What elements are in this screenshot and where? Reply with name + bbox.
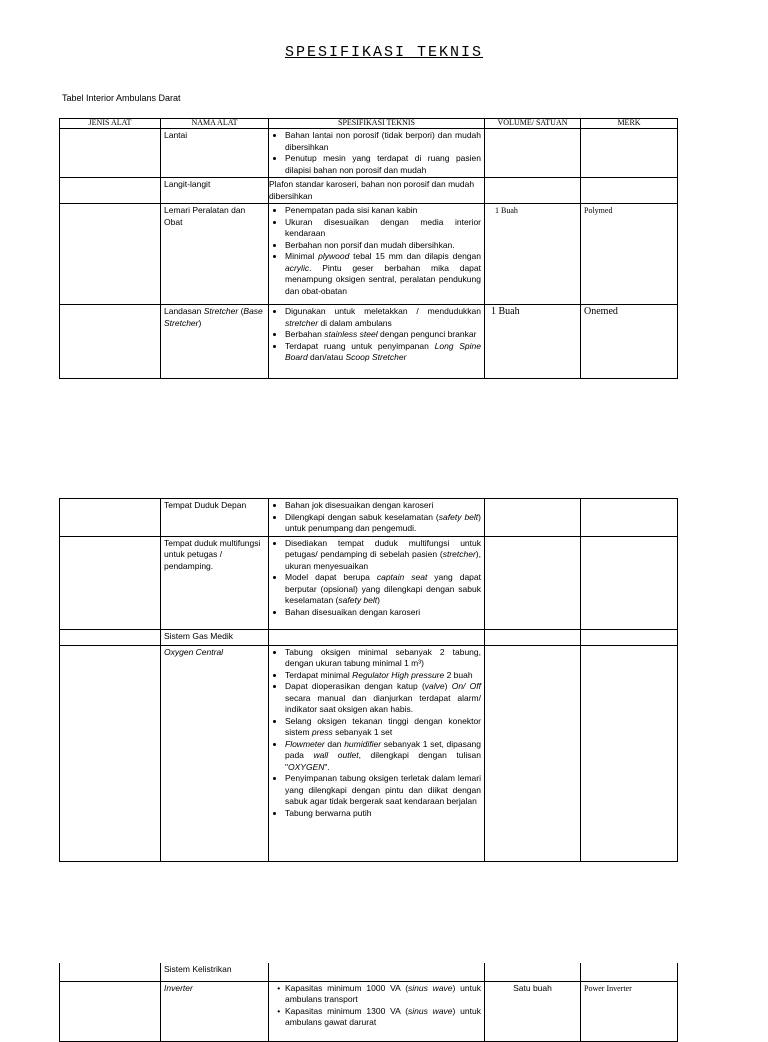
spec-bullet: • Dapat dioperasikan dengan katup (valve) On/ Off secara manual dan dianjurkan terdapat alarm/ indikator saat oksigen akan habis. [285,681,481,716]
item-spec [269,305,485,379]
table-caption: Tabel Interior Ambulans Darat [62,93,181,103]
spec-bullet: • Bahan disesuaikan dengan karoseri [285,607,481,619]
spec-bullet: • Tabung oksigen minimal sebanyak 2 tabung, dengan ukuran tabung minimal 1 m³) [285,647,481,670]
item-name: Oxygen Central [161,645,269,861]
item-name: Langit-langit [161,178,269,204]
spec-bullet: • Tabung berwarna putih [285,808,481,820]
spec-bullet: • Berbahan stainless steel dengan pengunci brankar [285,329,481,341]
item-name: Lemari Peralatan dan Obat [161,204,269,305]
table-row [60,178,678,204]
table-row [60,963,678,981]
table-row [60,645,678,861]
spec-table-2 [59,498,678,862]
spec-table-1 [59,118,678,379]
item-volume: 1 Buah [485,305,581,379]
item-spec [269,536,485,629]
spec-bullet: • Bahan jok disesuaikan dengan karoseri [285,500,481,512]
spec-bullet: • Selang oksigen tekanan tinggi dengan konektor sistem press sebanyak 1 set [285,716,481,739]
item-spec [269,204,485,305]
header-merk: MERK [581,119,678,129]
page-title: SPESIFIKASI TEKNIS [284,44,484,61]
header-jenis-alat: JENIS ALAT [60,119,161,129]
header-spesifikasi: SPESIFIKASI TEKNIS [269,119,485,129]
spec-bullet: • Ukuran disesuaikan dengan media interior kendaraan [285,217,481,240]
spec-bullet: • Digunakan untuk meletakkan / mendudukkan stretcher di dalam ambulans [285,306,481,329]
item-spec: Plafon standar karoseri, bahan non porosif dan mudah dibersihkan [269,178,485,204]
item-merk: Polymed [581,204,678,305]
spec-table-3 [59,963,678,1042]
item-name: Tempat Duduk Depan [161,499,269,537]
item-name: Lantai [161,129,269,178]
section-name: Sistem Kelistrikan [161,963,269,981]
item-spec [269,981,485,1041]
spec-bullet: • Kapasitas minimum 1300 VA (sinus wave) untuk ambulans gawat darurat [285,1006,481,1029]
item-name: Inverter [161,981,269,1041]
spec-bullet: • Penyimpanan tabung oksigen terletak dalam lemari yang dilengkapi dengan pintu dan diikat dengan sabuk agar tidak bergerak saat kendaraan berjalan [285,773,481,808]
table-row [60,499,678,537]
spec-bullet: • Terdapat ruang untuk penyimpanan Long Spine Board dan/atau Scoop Stretcher [285,341,481,364]
item-name: Tempat duduk multifungsi untuk petugas / pendamping. [161,536,269,629]
item-name: Landasan Stretcher (Base Stretcher) [161,305,269,379]
header-volume: VOLUME/ SATUAN [485,119,581,129]
spec-bullet: • Penempatan pada sisi kanan kabin [285,205,481,217]
spec-bullet: • Bahan lantai non porosif (tidak berpori) dan mudah dibersihkan [285,130,481,153]
table-row [60,536,678,629]
spec-bullet: • Model dapat berupa captain seat yang dapat berputar (opsional) yang dilengkapi dengan sabuk keselamatan (safety belt) [285,572,481,607]
header-nama-alat: NAMA ALAT [161,119,269,129]
spec-bullet: • Disediakan tempat duduk multifungsi untuk petugas/ pendamping di sebelah pasien (stretcher), ukuran menyesuaikan [285,538,481,573]
section-name: Sistem Gas Medik [161,629,269,645]
item-volume: Satu buah [485,981,581,1041]
table-row [60,629,678,645]
item-spec [269,645,485,861]
table-row [60,305,678,379]
table-row [60,129,678,178]
item-merk: Power Inverter [581,981,678,1041]
spec-bullet: • Kapasitas minimum 1000 VA (sinus wave) untuk ambulans transport [285,983,481,1006]
item-merk: Onemed [581,305,678,379]
spec-bullet: • Flowmeter dan humidifier sebanyak 1 set, dipasang pada wall outlet, dilengkapi dengan tulisan "OXYGEN". [285,739,481,774]
spec-bullet: • Penutup mesin yang terdapat di ruang pasien dilapisi bahan non porosif dan mudah [285,153,481,176]
table-row [60,981,678,1041]
spec-bullet: • Terdapat minimal Regulator High pressure 2 buah [285,670,481,682]
spec-bullet: • Berbahan non porsif dan mudah dibersihkan. [285,240,481,252]
item-volume: 1 Buah [485,204,581,305]
item-spec [269,499,485,537]
spec-bullet: • Dilengkapi dengan sabuk keselamatan (safety belt) untuk penumpang dan pengemudi. [285,512,481,535]
spec-bullet: • Minimal plywood tebal 15 mm dan dilapis dengan acrylic. Pintu geser berbahan mika dapat menampung oksigen sentral, peralatan pendukung dan obat-obatan [285,251,481,297]
table-header-row [60,119,678,129]
table-row [60,204,678,305]
item-spec [269,129,485,178]
